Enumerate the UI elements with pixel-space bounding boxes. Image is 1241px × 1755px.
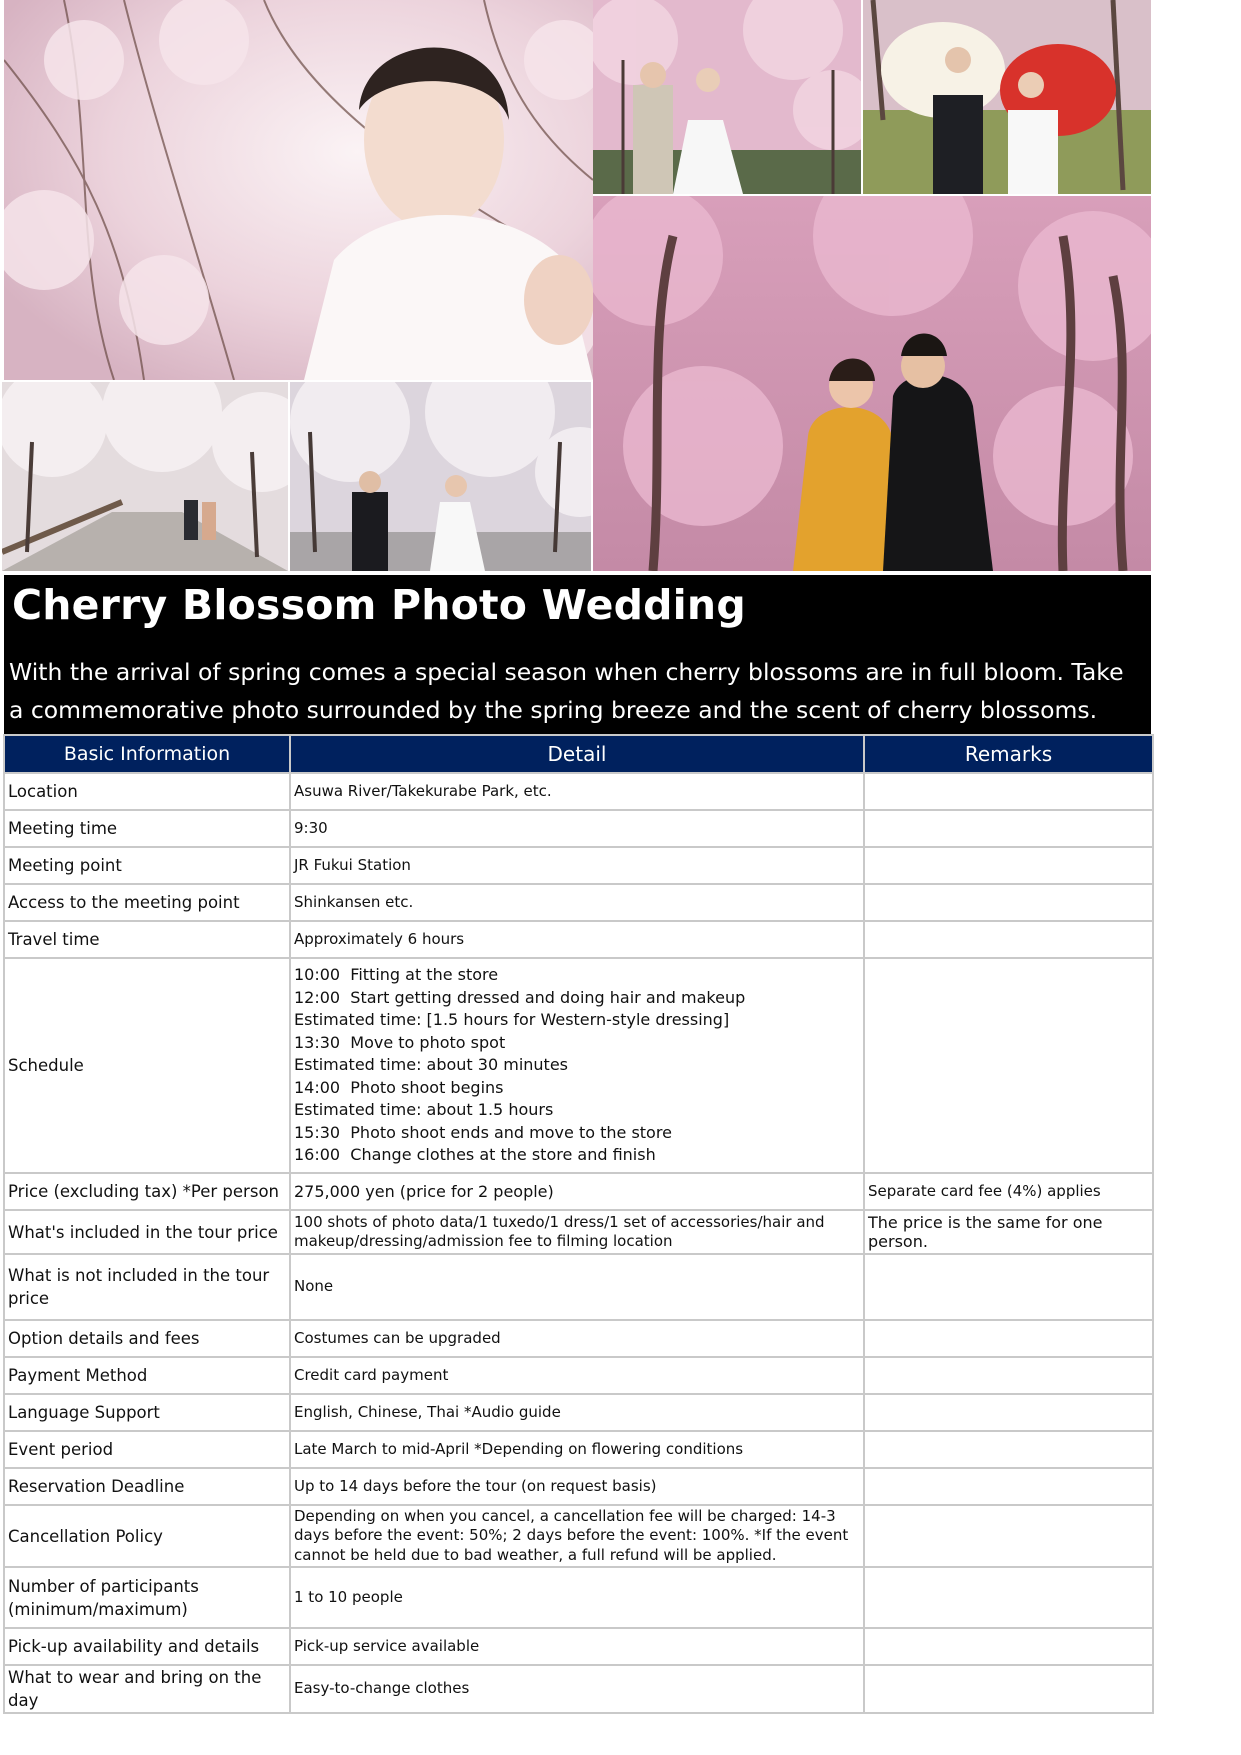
row-remarks xyxy=(864,1665,1153,1713)
row-label: Number of participants (minimum/maximum) xyxy=(4,1567,290,1628)
row-remarks xyxy=(864,1357,1153,1394)
header-remarks: Remarks xyxy=(864,735,1153,773)
row-remarks xyxy=(864,884,1153,921)
row-label: Schedule xyxy=(4,958,290,1173)
row-remarks xyxy=(864,847,1153,884)
schedule-line: 13:30 Move to photo spot xyxy=(294,1032,506,1052)
table-row xyxy=(4,1468,1153,1505)
row-remarks xyxy=(864,1394,1153,1431)
table-row xyxy=(4,810,1153,847)
row-remarks xyxy=(864,810,1153,847)
schedule-line: Estimated time: about 1.5 hours xyxy=(294,1100,554,1120)
table-row xyxy=(4,773,1153,810)
photo-bride-closeup xyxy=(4,0,593,380)
row-label: What to wear and bring on the day xyxy=(4,1665,290,1713)
row-label: Access to the meeting point xyxy=(4,884,290,921)
row-detail: 275,000 yen (price for 2 people) xyxy=(290,1173,864,1210)
row-detail: Late March to mid-April *Depending on flowering conditions xyxy=(290,1431,864,1468)
photo-blossom-path xyxy=(2,382,288,571)
row-label: Option details and fees xyxy=(4,1320,290,1357)
header-detail: Detail xyxy=(290,735,864,773)
table-row xyxy=(4,921,1153,958)
row-remarks xyxy=(864,1320,1153,1357)
row-detail: Costumes can be upgraded xyxy=(290,1320,864,1357)
row-detail: 9:30 xyxy=(290,810,864,847)
table-row xyxy=(4,1567,1153,1628)
schedule-line: Estimated time: [1.5 hours for Western-style dressing] xyxy=(294,1010,730,1030)
schedule-line: Estimated time: about 30 minutes xyxy=(294,1055,568,1075)
schedule-line: 16:00 Change clothes at the store and finish xyxy=(294,1145,656,1165)
row-remarks xyxy=(864,1254,1153,1320)
row-label: Payment Method xyxy=(4,1357,290,1394)
row-detail: English, Chinese, Thai *Audio guide xyxy=(290,1394,864,1431)
table-row xyxy=(4,1665,1153,1713)
row-label: Meeting time xyxy=(4,810,290,847)
row-detail: 1 to 10 people xyxy=(290,1567,864,1628)
row-remarks: Separate card fee (4%) applies xyxy=(864,1173,1153,1210)
row-remarks xyxy=(864,1567,1153,1628)
table-row xyxy=(4,1210,1153,1254)
row-detail: Easy-to-change clothes xyxy=(290,1665,864,1713)
row-label: Pick-up availability and details xyxy=(4,1628,290,1665)
row-remarks xyxy=(864,1628,1153,1665)
schedule-line: 14:00 Photo shoot begins xyxy=(294,1077,504,1097)
row-label: Location xyxy=(4,773,290,810)
page-title: Cherry Blossom Photo Wedding xyxy=(12,581,746,629)
schedule-line: 12:00 Start getting dressed and doing hair and makeup xyxy=(294,987,746,1007)
row-label: Reservation Deadline xyxy=(4,1468,290,1505)
row-label: Language Support xyxy=(4,1394,290,1431)
row-remarks xyxy=(864,1431,1153,1468)
table-row xyxy=(4,1628,1153,1665)
row-remarks xyxy=(864,1468,1153,1505)
row-detail: Shinkansen etc. xyxy=(290,884,864,921)
intro-text: With the arrival of spring comes a special season when cherry blossoms are in full bloom. Take a commemorative photo surrounded by the spring breeze and the scent of cherry blossoms. xyxy=(9,658,1124,724)
row-detail: None xyxy=(290,1254,864,1320)
table-row xyxy=(4,1394,1153,1431)
table-row xyxy=(4,1320,1153,1357)
row-detail: JR Fukui Station xyxy=(290,847,864,884)
row-detail: Approximately 6 hours xyxy=(290,921,864,958)
row-label: Price (excluding tax) *Per person xyxy=(4,1173,290,1210)
table-header-row xyxy=(4,735,1153,773)
photo-path-couple xyxy=(290,382,591,571)
row-remarks xyxy=(864,921,1153,958)
table-row-schedule xyxy=(4,958,1153,1173)
photo-western-couple xyxy=(593,0,861,194)
row-label: What's included in the tour price xyxy=(4,1210,290,1254)
photo-umbrella-couple xyxy=(863,0,1151,194)
row-label: Travel time xyxy=(4,921,290,958)
schedule-detail xyxy=(290,958,864,1173)
basic-info-table xyxy=(3,734,1154,1714)
row-remarks xyxy=(864,1505,1153,1567)
row-remarks xyxy=(864,773,1153,810)
row-detail: Depending on when you cancel, a cancellation fee will be charged: 14-3 days before the event: 50%; 2 days before the event: 100%. *If the event cannot be held due to bad weather, a full refund will be applied. xyxy=(290,1505,864,1567)
row-label: Meeting point xyxy=(4,847,290,884)
table-row xyxy=(4,1173,1153,1210)
table-row xyxy=(4,1431,1153,1468)
row-label: Event period xyxy=(4,1431,290,1468)
schedule-line: 10:00 Fitting at the store xyxy=(294,965,499,985)
row-detail: Up to 14 days before the tour (on request basis) xyxy=(290,1468,864,1505)
row-detail: Asuwa River/Takekurabe Park, etc. xyxy=(290,773,864,810)
row-label: What is not included in the tour price xyxy=(4,1254,290,1320)
table-row xyxy=(4,1357,1153,1394)
row-detail: Pick-up service available xyxy=(290,1628,864,1665)
row-remarks xyxy=(864,958,1153,1173)
schedule-line: 15:30 Photo shoot ends and move to the store xyxy=(294,1122,672,1142)
row-detail: 100 shots of photo data/1 tuxedo/1 dress/1 set of accessories/hair and makeup/dressing/admission fee to filming location xyxy=(290,1210,864,1254)
row-detail: Credit card payment xyxy=(290,1357,864,1394)
table-row xyxy=(4,847,1153,884)
table-row xyxy=(4,1254,1153,1320)
table-row xyxy=(4,884,1153,921)
photo-kimono-couple xyxy=(593,196,1151,571)
table-row xyxy=(4,1505,1153,1567)
title-banner xyxy=(4,575,1151,734)
header-basic-information: Basic Information xyxy=(4,735,290,773)
row-remarks: The price is the same for one person. xyxy=(864,1210,1153,1254)
row-label: Cancellation Policy xyxy=(4,1505,290,1567)
